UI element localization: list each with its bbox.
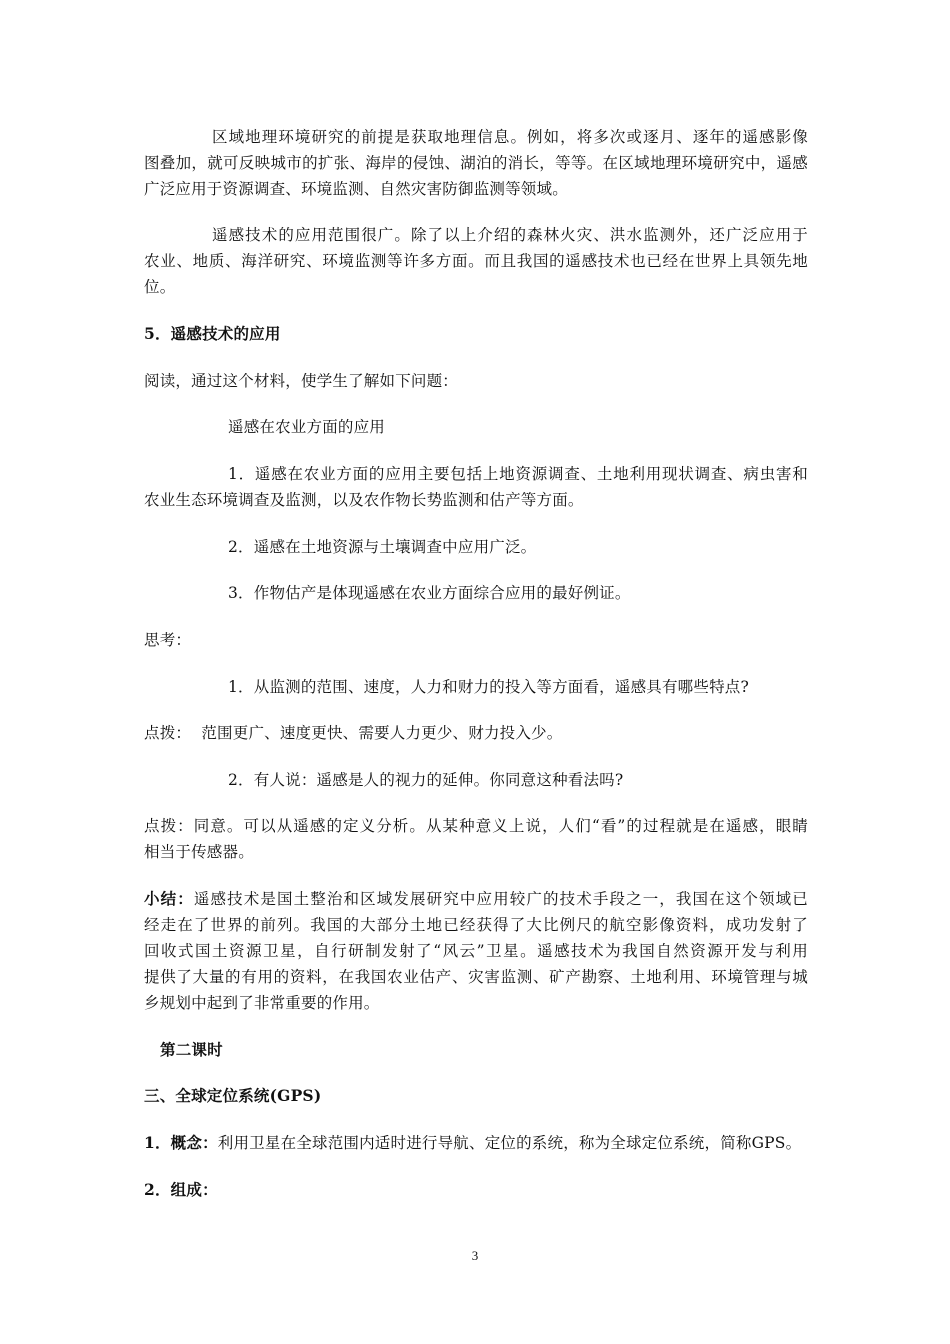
paragraph-1-line-1: 区域地理环境研究的前提是获取地理信息。例如，将多次或逐月、逐年的遥感影像	[212, 128, 808, 146]
summary-line-1	[144, 886, 808, 912]
composition-label: 2．组成：	[144, 1180, 218, 1199]
item-1-line-1: 1．遥感在农业方面的应用主要包括上地资源调查、土地利用现状调查、病虫害和	[228, 465, 808, 483]
concept-line	[144, 1130, 808, 1156]
hint-2-line-1: 点拨：同意。可以从遥感的定义分析。从某种意义上说，人们“看”的过程就是在遥感，眼睛	[144, 817, 808, 835]
summary-line-2: 经走在了世界的前列。我国的大部分土地已经获得了大比例尺的航空影像资料，成功发射了	[144, 916, 808, 934]
think-label: 思考：	[144, 631, 192, 649]
item-3: 3．作物估产是体现遥感在农业方面综合应用的最好例证。	[228, 584, 631, 602]
summary-label: 小结：	[144, 889, 194, 908]
paragraph-1-line-2: 图叠加，就可反映城市的扩张、海岸的侵蚀、湖泊的消长，等等。在区域地理环境研究中，遥感	[144, 154, 808, 172]
page-number: 3	[471, 1248, 479, 1263]
section-3-heading: 三、全球定位系统(GPS)	[144, 1086, 322, 1105]
section-heading-5: 5．遥感技术的应用	[144, 324, 281, 343]
concept-text: 利用卫星在全球范围内适时进行导航、定位的系统，称为全球定位系统，简称GPS。	[217, 1134, 802, 1152]
summary-text-1: 遥感技术是国土整治和区域发展研究中应用较广的技术手段之一，我国在这个领域已	[193, 890, 808, 908]
paragraph-2-line-3: 位。	[144, 278, 176, 296]
question-2: 2．有人说：遥感是人的视力的延伸。你同意这种看法吗?	[228, 771, 624, 789]
concept-label: 1．概念：	[144, 1133, 218, 1152]
item-2: 2．遥感在土地资源与土壤调查中应用广泛。	[228, 538, 537, 556]
paragraph-1-line-3: 广泛应用于资源调查、环境监测、自然灾害防御监测等领域。	[144, 180, 568, 198]
summary-line-5: 乡规划中起到了非常重要的作用。	[144, 994, 380, 1012]
hint-1: 点拨： 范围更广、速度更快、需要人力更少、财力投入少。	[144, 724, 563, 742]
reading-title: 遥感在农业方面的应用	[228, 418, 386, 436]
paragraph-2-line-1: 遥感技术的应用范围很广。除了以上介绍的森林火灾、洪水监测外，还广泛应用于	[212, 226, 808, 244]
lesson-2-heading: 第二课时	[160, 1040, 223, 1059]
summary-line-4: 提供了大量的有用的资料，在我国农业估产、灾害监测、矿产勘察、土地利用、环境管理与城	[144, 968, 808, 986]
question-1: 1．从监测的范围、速度，人力和财力的投入等方面看，遥感具有哪些特点?	[228, 678, 749, 696]
item-1-line-2: 农业生态环境调查及监测，以及农作物长势监测和估产等方面。	[144, 491, 584, 509]
reading-intro: 阅读，通过这个材料，使学生了解如下问题：	[144, 372, 459, 390]
paragraph-2-line-2: 农业、地质、海洋研究、环境监测等许多方面。而且我国的遥感技术也已经在世界上具领先地	[144, 252, 808, 270]
hint-2-line-2: 相当于传感器。	[144, 843, 254, 861]
summary-line-3: 回收式国土资源卫星，自行研制发射了“风云”卫星。遥感技术为我国自然资源开发与利用	[144, 942, 808, 960]
